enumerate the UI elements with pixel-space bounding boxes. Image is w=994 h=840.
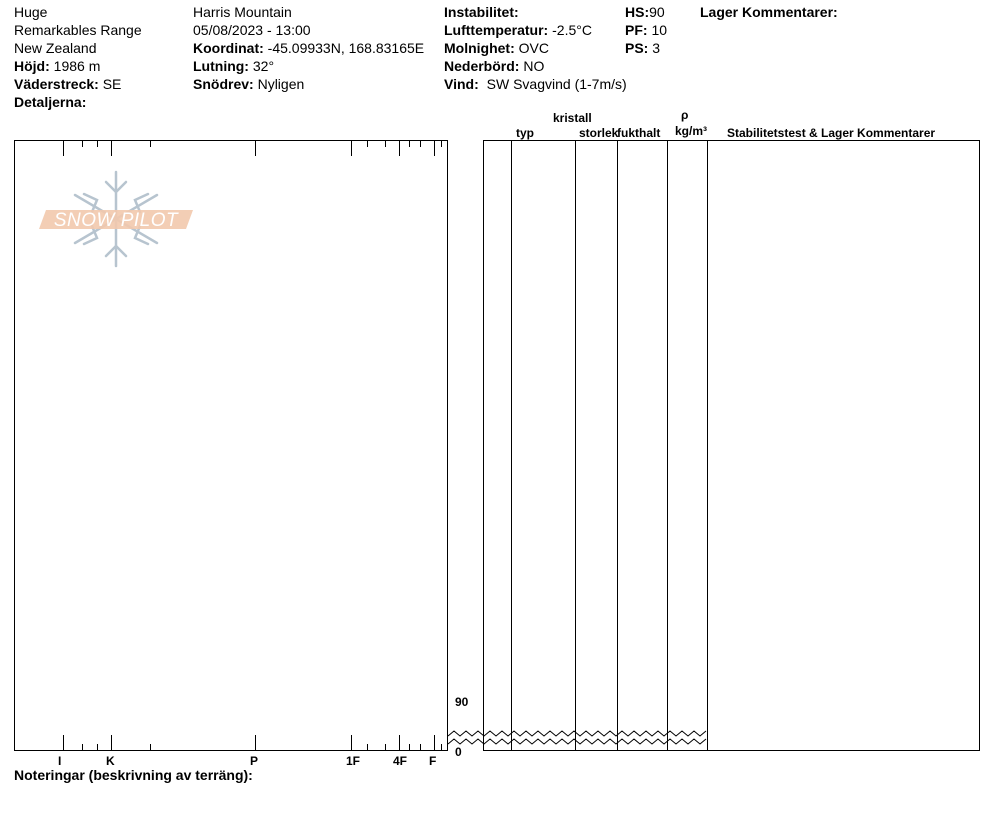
depth-bottom-label: 0 bbox=[455, 745, 462, 759]
air-temp-label: Lufttemperatur: bbox=[444, 22, 549, 38]
ps-value: 3 bbox=[652, 40, 661, 56]
aspect-label: Väderstreck: bbox=[14, 76, 99, 92]
hardness-profile-box bbox=[15, 141, 448, 751]
sky-label: Molnighet: bbox=[444, 40, 515, 56]
hs-value: 90 bbox=[649, 4, 665, 20]
precip-label: Nederbörd: bbox=[444, 58, 520, 74]
air-temp-value: -2.5°C bbox=[552, 22, 592, 38]
layer-table bbox=[484, 140, 980, 751]
hardness-label-f: F bbox=[429, 754, 437, 768]
observation-datetime: 05/08/2023 - 13:00 bbox=[193, 22, 311, 38]
country-name: New Zealand bbox=[14, 40, 97, 56]
hardness-bottom-ticks bbox=[64, 735, 442, 751]
slope-label: Lutning: bbox=[193, 58, 249, 74]
hardness-label-k: K bbox=[106, 754, 115, 768]
observer-name: Huge bbox=[14, 4, 48, 20]
ps-label: PS: bbox=[625, 40, 649, 56]
slope-value: 32° bbox=[252, 58, 275, 74]
depth-top-label: 90 bbox=[455, 695, 469, 709]
elevation-value: 1986 m bbox=[53, 58, 101, 74]
wind-loading-value: Nyligen bbox=[257, 76, 305, 92]
range-name: Remarkables Range bbox=[14, 22, 142, 38]
hardness-label-p: P bbox=[250, 754, 259, 768]
coordinates-label: Koordinat: bbox=[193, 40, 264, 56]
details-label: Detaljerna: bbox=[14, 94, 87, 110]
coordinates-value: -45.09933N, 168.83165E bbox=[267, 40, 425, 56]
moisture-header: fukthalt bbox=[617, 126, 661, 140]
hardness-label-4f: 4F bbox=[393, 754, 408, 768]
density-unit: kg/m³ bbox=[675, 124, 708, 138]
hardness-label-1f: 1F bbox=[346, 754, 361, 768]
aspect-value: SE bbox=[102, 76, 122, 92]
density-symbol: ρ bbox=[681, 108, 689, 122]
logo-text: SNOW PILOT bbox=[53, 210, 179, 231]
sky-value: OVC bbox=[518, 40, 549, 56]
type-header: typ bbox=[516, 126, 534, 140]
instability-label: Instabilitet: bbox=[444, 4, 519, 20]
stability-header: Stabilitetstest & Lager Kommentarer bbox=[727, 126, 936, 140]
hardness-top-ticks bbox=[64, 140, 442, 156]
hs-label: HS: bbox=[625, 4, 650, 20]
wind-value: SW Svagvind (1-7m/s) bbox=[486, 76, 627, 92]
elevation-label: Höjd: bbox=[14, 58, 50, 74]
crystal-header: kristall bbox=[553, 111, 592, 125]
layer-comments-label: Lager Kommentarer: bbox=[700, 4, 838, 20]
notes-label: Noteringar (beskrivning av terräng): bbox=[14, 767, 253, 783]
wind-loading-label: Snödrev: bbox=[193, 76, 254, 92]
hardness-label-i: I bbox=[58, 754, 62, 768]
wind-label: Vind: bbox=[444, 76, 479, 92]
size-header: storlek bbox=[579, 126, 619, 140]
precip-value: NO bbox=[523, 58, 545, 74]
pf-label: PF: bbox=[625, 22, 648, 38]
location-name: Harris Mountain bbox=[193, 4, 292, 20]
pf-value: 10 bbox=[651, 22, 668, 38]
